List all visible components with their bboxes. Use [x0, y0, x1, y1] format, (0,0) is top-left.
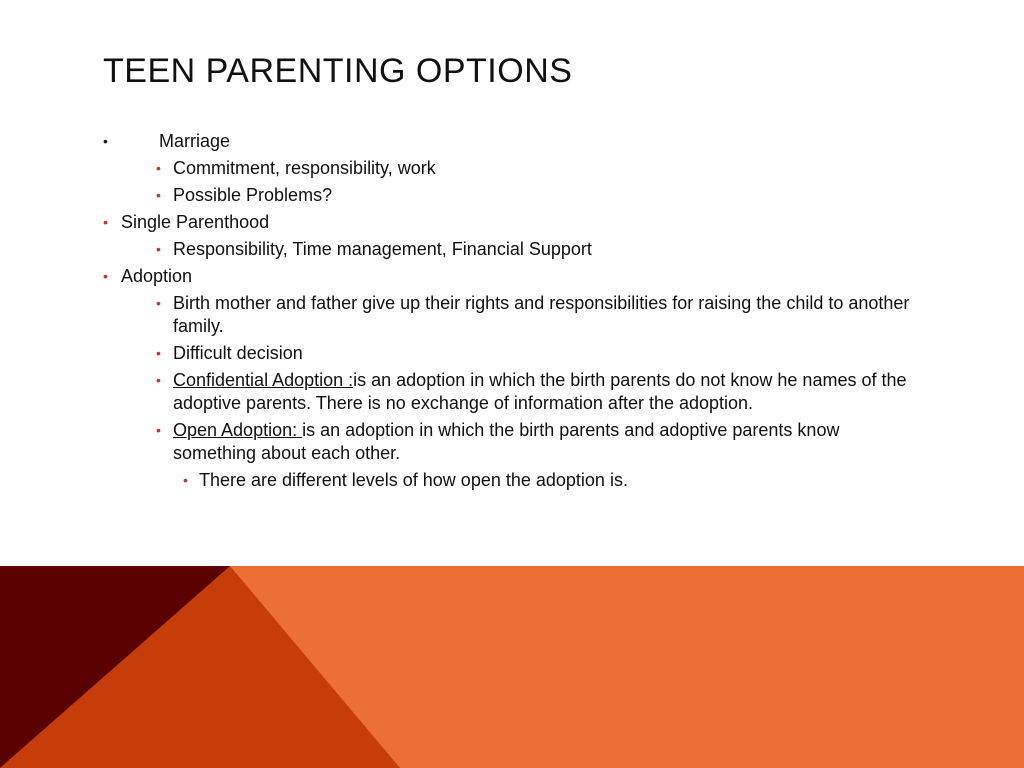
- bullet-icon: •: [156, 295, 161, 311]
- term-confidential-adoption: Confidential Adoption :: [173, 370, 354, 390]
- sub-item: [103, 184, 923, 207]
- sub-item-confidential-adoption: [103, 369, 923, 415]
- sub-item-text: Difficult decision: [173, 343, 303, 363]
- sub-item-text: Commitment, responsibility, work: [173, 158, 436, 178]
- item-label: Marriage: [159, 131, 231, 151]
- sub-item-text: Birth mother and father give up their rights and responsibilities for raising the child to another family.: [173, 293, 910, 336]
- list-item-marriage: [103, 130, 923, 153]
- sub-item: [103, 342, 923, 365]
- sub-sub-item-text: There are different levels of how open the adoption is.: [199, 470, 628, 490]
- term-open-adoption: Open Adoption:: [173, 420, 303, 440]
- definition-text: is an adoption in which the birth parents do not know he names of the adoptive parents. There is no exchange of information after the adoption.: [173, 370, 907, 413]
- item-label: Adoption: [121, 266, 193, 286]
- bullet-icon: •: [103, 133, 108, 149]
- bullet-list: [103, 126, 923, 492]
- bullet-icon: •: [156, 187, 161, 203]
- bullet-icon: •: [156, 345, 161, 361]
- bullet-icon: •: [156, 241, 161, 257]
- definition-text: is an adoption in which the birth parents and adoptive parents know something about each other.: [173, 420, 840, 463]
- bullet-icon: •: [156, 160, 161, 176]
- list-item-adoption: [103, 265, 923, 288]
- bullet-icon: •: [156, 422, 161, 438]
- sub-item-text: Possible Problems?: [173, 185, 333, 205]
- bullet-icon: •: [103, 214, 108, 230]
- sub-item-text: Responsibility, Time management, Financial Support: [173, 239, 592, 259]
- sub-sub-item: [103, 469, 923, 492]
- sub-item: [103, 238, 923, 261]
- item-label: Single Parenthood: [121, 212, 270, 232]
- bullet-icon: •: [156, 372, 161, 388]
- slide-title: TEEN PARENTING OPTIONS: [103, 52, 573, 90]
- sub-item: [103, 157, 923, 180]
- decorative-footer-band: [0, 566, 1024, 768]
- sub-item-open-adoption: [103, 419, 923, 465]
- list-item-single-parenthood: [103, 211, 923, 234]
- sub-item: [103, 292, 923, 338]
- bullet-icon: •: [183, 472, 188, 488]
- bullet-icon: •: [103, 268, 108, 284]
